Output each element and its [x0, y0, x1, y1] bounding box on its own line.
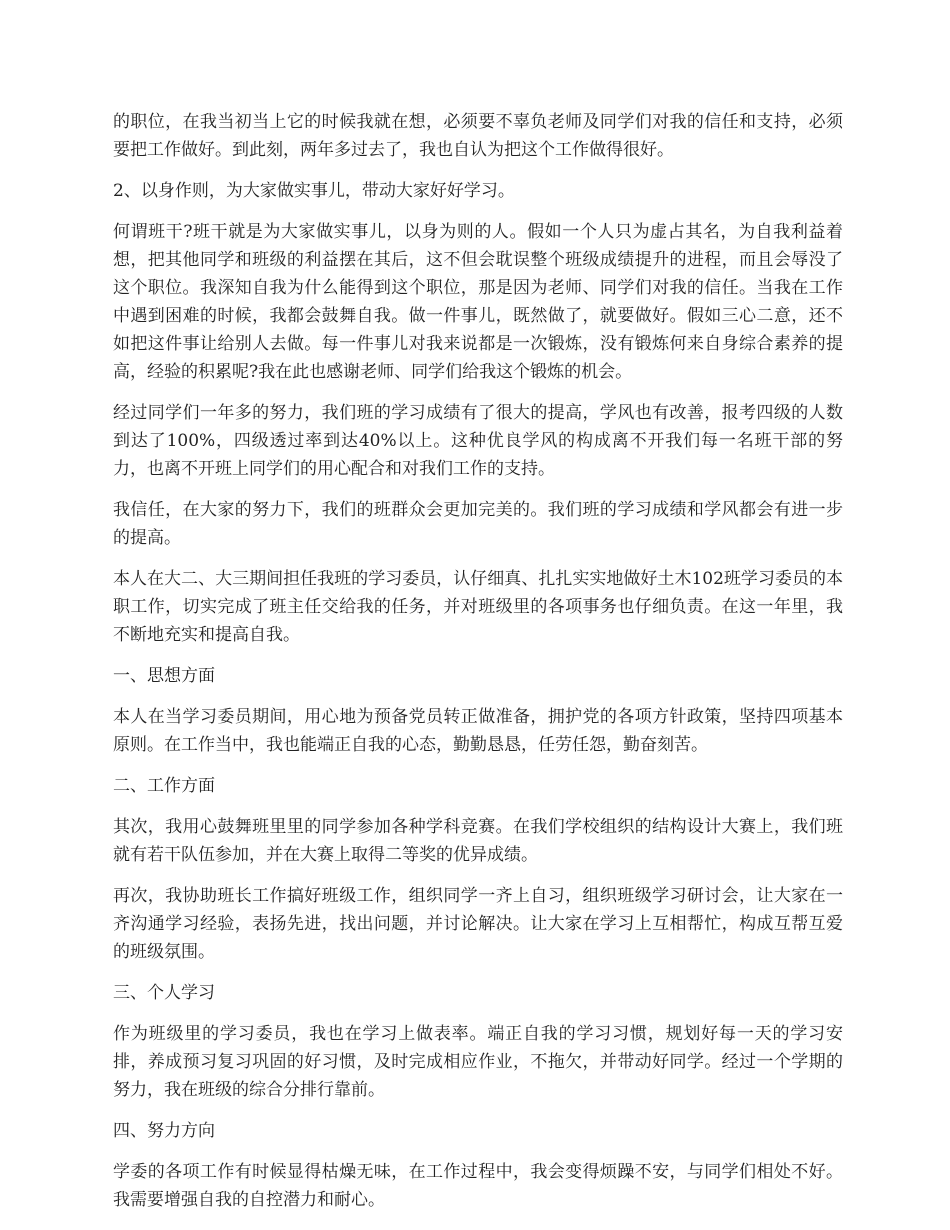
point-heading-2: 2、以身作则，为大家做实事儿，带动大家好好学习。 [113, 181, 515, 201]
section-heading-direction: 四、努力方向 [113, 1121, 215, 1141]
document-body [113, 108, 843, 1227]
paragraph-thought: 本人在当学习委员期间，用心地为预备党员转正做准备，拥护党的各项方针政策，坚持四项基本原则。在工作当中，我也能端正自我的心态，勤勤恳恳，任劳任怨，勤奋刻苦。 [113, 707, 843, 755]
paragraph-work-competitions: 其次，我用心鼓舞班里里的同学参加各种学科竞赛。在我们学校组织的结构设计大赛上，我们班就有若干队伍参加，并在大赛上取得二等奖的优异成绩。 [113, 817, 843, 865]
paragraph-continuation: 的职位，在我当初当上它的时候我就在想，必须要不辜负老师及同学们对我的信任和支持，必须要把工作做好。到此刻，两年多过去了，我也自认为把这个工作做得很好。 [113, 112, 843, 160]
paragraph-study-results: 经过同学们一年多的努力，我们班的学习成绩有了很大的提高，学风也有改善，报考四级的人数到达了100%，四级透过率到达40%以上。这种优良学风的构成离不开我们每一名班干部的努力，也离不开班上同学们的用心配合和对我们工作的支持。 [113, 403, 843, 479]
paragraph-belief: 我信任，在大家的努力下，我们的班群众会更加完美的。我们班的学习成绩和学风都会有进一步的提高。 [113, 500, 843, 548]
paragraph-work-assist: 再次，我协助班长工作搞好班级工作，组织同学一齐上自习，组织班级学习研讨会，让大家在一齐沟通学习经验，表扬先进，找出问题，并讨论解决。让大家在学习上互相帮忙，构成互帮互爱的班级氛围。 [113, 886, 843, 962]
paragraph-direction: 学委的各项工作有时候显得枯燥无味，在工作过程中，我会变得烦躁不安，与同学们相处不好。我需要增强自我的自控潜力和耐心。 [113, 1162, 843, 1210]
paragraph-class-cadre: 何谓班干?班干就是为大家做实事儿，以身为则的人。假如一个人只为虚占其名，为自我利益着想，把其他同学和班级的利益摆在其后，这不但会耽误整个班级成绩提升的进程，而且会辱没了这个职位。我深知自我为什么能得到这个职位，那是因为老师、同学们对我的信任。当我在工作中遇到困难的时候，我都会鼓舞自我。做一件事儿，既然做了，就要做好。假如三心二意，还不如把这件事让给别人去做。每一件事儿对我来说都是一次锻炼，没有锻炼何来自身综合素养的提高，经验的积累呢?我在此也感谢老师、同学们给我这个锻炼的机会。 [113, 222, 843, 382]
section-heading-thought: 一、思想方面 [113, 666, 215, 686]
section-heading-work: 二、工作方面 [113, 776, 215, 796]
paragraph-personal-study: 作为班级里的学习委员，我也在学习上做表率。端正自我的学习习惯，规划好每一天的学习安排，养成预习复习巩固的好习惯，及时完成相应作业，不拖欠，并带动好同学。经过一个学期的努力，我在班级的综合分排行靠前。 [113, 1024, 843, 1100]
paragraph-study-committee-intro: 本人在大二、大三期间担任我班的学习委员，认仔细真、扎扎实实地做好土木102班学习委员的本职工作，切实完成了班主任交给我的任务，并对班级里的各项事务也仔细负责。在这一年里，我不断地充实和提高自我。 [113, 569, 843, 645]
section-heading-personal-study: 三、个人学习 [113, 983, 215, 1003]
